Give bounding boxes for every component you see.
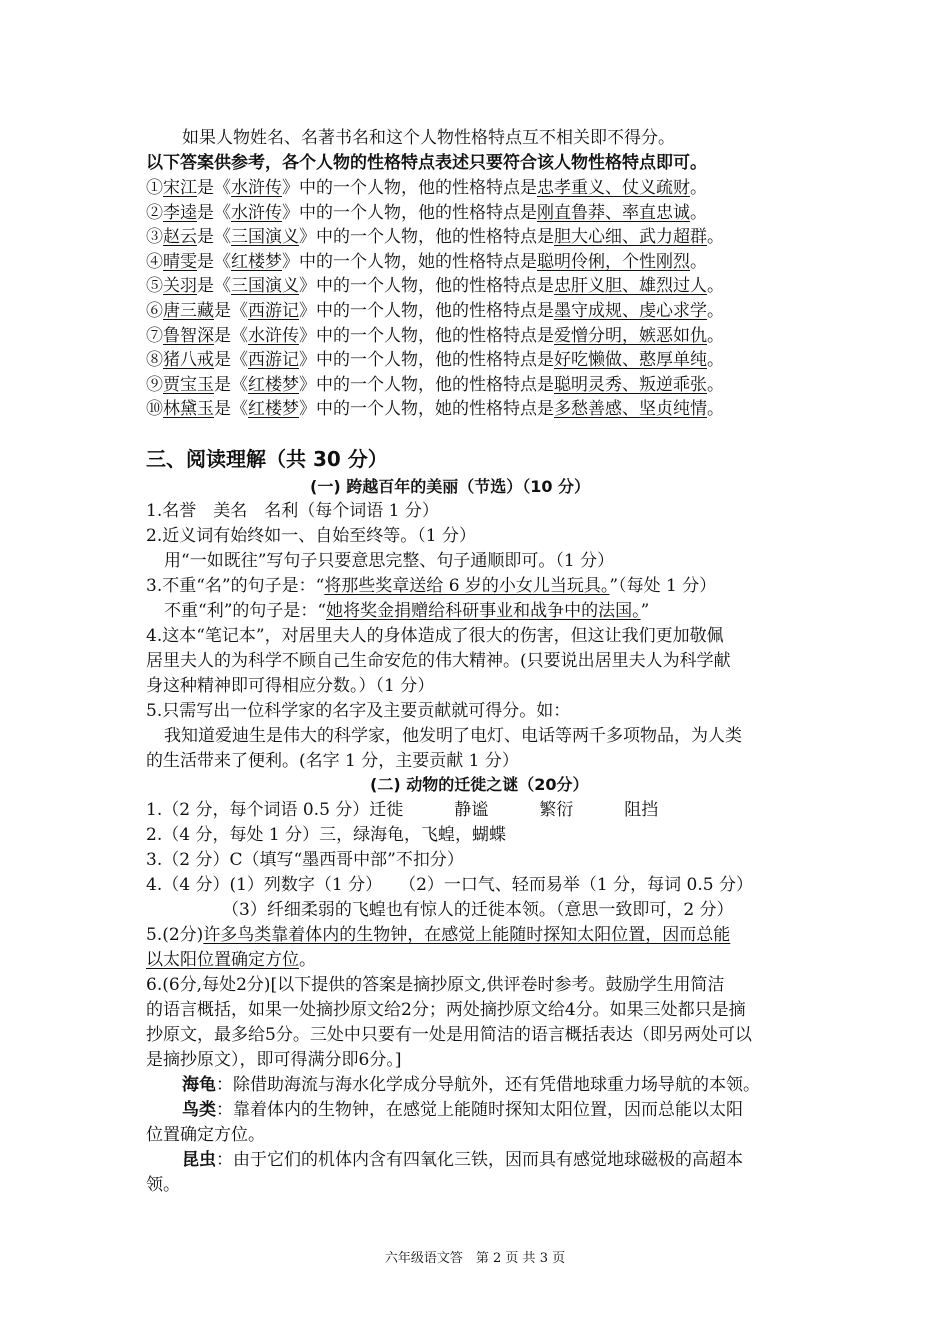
character-line xyxy=(146,348,724,372)
bird-text-2: 位置确定方位。 xyxy=(146,1125,265,1145)
p2-q5-post: 。 xyxy=(299,950,316,970)
character-trait: 忠孝重义、仗义疏财 xyxy=(537,178,690,198)
part2-title: (二) 动物的迁徙之谜（20分） xyxy=(370,775,589,794)
character-description: 》中的一个人物，他的性格特点是 xyxy=(299,374,554,395)
book-title: 西游记 xyxy=(248,350,299,371)
character-line xyxy=(146,201,707,225)
character-name: 鲁智深 xyxy=(163,325,214,346)
character-description: 》中的一个人物，他的性格特点是 xyxy=(299,276,554,297)
p1-q4a: 4.这本“笔记本”，对居里夫人的身体造成了很大的伤害，但这让我们更加敬佩 xyxy=(146,626,724,646)
book-title: 红楼梦 xyxy=(231,251,282,272)
insect-text-1: ：由于它们的机体内含有四氧化三铁，因而具有感觉地球磁极的高超本 xyxy=(216,1150,743,1170)
p2-q5-pre: 5.(2分) xyxy=(146,925,204,945)
character-description: 》中的一个人物，他的性格特点是 xyxy=(299,325,554,346)
turtle-label: 海龟 xyxy=(182,1075,216,1095)
p1-q2a: 2.近义词有始终如一、自始至终等。（1 分） xyxy=(146,526,476,546)
p2-q1: 1.（2 分，每个词语 0.5 分）迁徙 静谧 繁衍 阻挡 xyxy=(146,800,659,820)
character-description: 》中的一个人物，他的性格特点是 xyxy=(299,227,554,248)
p2-q5-answer-2: 以太阳位置确定方位 xyxy=(146,950,299,970)
part1-title: (一) 跨越百年的美丽（节选）（10 分） xyxy=(310,477,591,496)
turtle-answer xyxy=(182,1073,760,1097)
text-is: 是《 xyxy=(214,350,248,371)
period: 。 xyxy=(707,276,724,297)
text-is: 是《 xyxy=(214,301,248,321)
period: 。 xyxy=(707,325,724,346)
character-trait: 好吃懒做、憨厚单纯 xyxy=(554,350,707,371)
text-is: 是《 xyxy=(214,374,248,395)
p1-q3b-pre: 不重“利”的句子是：“ xyxy=(164,601,327,621)
p1-q5c: 的生活带来了便利。(名字 1 分，主要贡献 1 分） xyxy=(146,751,519,771)
text-is: 是《 xyxy=(197,178,231,198)
character-number: ③ xyxy=(146,227,163,248)
character-number: ⑨ xyxy=(146,374,163,395)
period: 。 xyxy=(707,227,724,248)
period: 。 xyxy=(707,301,724,321)
character-line xyxy=(146,397,724,421)
character-trait: 胆大心细、武力超群 xyxy=(554,227,707,248)
character-line xyxy=(146,250,707,274)
scoring-note: 如果人物姓名、名著书名和这个人物性格特点互不相关即不得分。 xyxy=(182,128,675,148)
p1-q3b-answer: 她将奖金捐赠给科研事业和战争中的法国。 xyxy=(326,601,641,621)
character-name: 关羽 xyxy=(163,276,197,297)
character-trait: 刚直鲁莽、率直忠诚 xyxy=(537,202,690,223)
book-title: 水浒传 xyxy=(248,325,299,346)
character-number: ⑥ xyxy=(146,301,163,321)
book-title: 三国演义 xyxy=(231,276,299,297)
p2-q2: 2.（4 分，每处 1 分）三，绿海龟，飞蝗，蝴蝶 xyxy=(146,825,507,845)
character-description: 》中的一个人物，她的性格特点是 xyxy=(282,251,537,272)
character-description: 》中的一个人物，他的性格特点是 xyxy=(282,202,537,223)
book-title: 水浒传 xyxy=(231,202,282,223)
bird-label: 鸟类 xyxy=(182,1100,216,1120)
character-line xyxy=(146,225,724,249)
reference-note: 以下答案供参考，各个人物的性格特点表述只要符合该人物性格特点即可。 xyxy=(146,153,707,173)
character-line xyxy=(146,373,724,397)
character-number: ④ xyxy=(146,251,163,272)
period: 。 xyxy=(707,399,724,420)
text-is: 是《 xyxy=(214,325,248,346)
period: 。 xyxy=(707,374,724,395)
p1-q4b: 居里夫人的为科学不顾自己生命安危的伟大精神。(只要说出居里夫人为科学献 xyxy=(146,651,731,671)
p2-q5-line1 xyxy=(146,923,730,947)
p2-q4b: （3）纤细柔弱的飞蝗也有惊人的迁徙本领。（意思一致即可，2 分） xyxy=(222,900,734,920)
p2-q4a: 4.（4 分）(1）列数字（1 分） （2）一口气、轻而易举（1 分，每词 0.5 分） xyxy=(146,875,753,895)
book-title: 红楼梦 xyxy=(248,399,299,420)
p1-q3a-pre: 3.不重“名”的句子是：“ xyxy=(146,576,325,596)
p1-q3a-post: ”（每处 1 分） xyxy=(609,576,717,596)
character-name: 李逵 xyxy=(163,202,197,223)
turtle-text: ：除借助海流与海水化学成分导航外，还有凭借地球重力场导航的本领。 xyxy=(216,1075,760,1095)
p1-q5a: 5.只需写出一位科学家的名字及主要贡献就可得分。如： xyxy=(146,701,571,721)
character-number: ⑩ xyxy=(146,399,163,420)
insect-label: 昆虫 xyxy=(182,1150,216,1170)
book-title: 西游记 xyxy=(248,301,299,321)
p1-q4c: 身这种精神即可得相应分数。）（1 分） xyxy=(146,676,435,696)
character-number: ⑤ xyxy=(146,276,163,297)
character-line xyxy=(146,299,724,323)
p1-q3b-post: ” xyxy=(640,601,650,621)
character-number: ① xyxy=(146,178,163,198)
character-trait: 墨守成规、虔心求学 xyxy=(554,301,707,321)
character-trait: 忠肝义胆、雄烈过人 xyxy=(554,276,707,297)
character-line xyxy=(146,274,724,298)
section-title: 三、阅读理解（共 30 分） xyxy=(146,447,388,471)
character-trait: 聪明伶俐，个性刚烈 xyxy=(537,251,690,272)
text-is: 是《 xyxy=(197,202,231,223)
book-title: 水浒传 xyxy=(231,178,282,198)
period: 。 xyxy=(690,251,707,272)
character-name: 猪八戒 xyxy=(163,350,214,371)
period: 。 xyxy=(690,178,707,198)
p2-q6a: 6.(6分,每处2分)[以下提供的答案是摘抄原文,供评卷时参考。鼓励学生用简洁 xyxy=(146,975,725,995)
text-is: 是《 xyxy=(214,399,248,420)
p2-q5-answer-1: 许多鸟类靠着体内的生物钟，在感觉上能随时探知太阳位置，因而总能 xyxy=(203,925,731,945)
character-description: 》中的一个人物，她的性格特点是 xyxy=(299,399,554,420)
insect-text-2: 领。 xyxy=(146,1175,180,1195)
character-trait: 聪明灵秀、叛逆乖张 xyxy=(554,374,707,395)
p2-q6c: 抄原文，最多给5分。三处中只要有一处是用简洁的语言概括表达（即另两处可以 xyxy=(146,1025,752,1045)
text-is: 是《 xyxy=(197,227,231,248)
character-name: 林黛玉 xyxy=(163,399,214,420)
character-number: ⑧ xyxy=(146,350,163,371)
period: 。 xyxy=(707,350,724,371)
book-title: 三国演义 xyxy=(231,227,299,248)
insect-answer xyxy=(182,1148,743,1172)
p2-q5-line2 xyxy=(146,948,316,972)
character-name: 晴雯 xyxy=(163,251,197,272)
bird-answer xyxy=(182,1098,743,1122)
character-name: 贾宝玉 xyxy=(163,374,214,395)
p2-q6b: 的语言概括，如果一处摘抄原文给2分；两处摘抄原文给4分。如果三处都只是摘 xyxy=(146,1000,746,1020)
character-number: ⑦ xyxy=(146,325,163,346)
character-name: 赵云 xyxy=(163,227,197,248)
p1-q2b: 用“一如既往”写句子只要意思完整、句子通顺即可。（1 分） xyxy=(164,551,615,571)
character-line xyxy=(146,324,724,348)
p1-q3a-answer: 将那些奖章送给 6 岁的小女儿当玩具。 xyxy=(324,576,610,596)
bird-text-1: ：靠着体内的生物钟，在感觉上能随时探知太阳位置，因而总能以太阳 xyxy=(216,1100,743,1120)
character-description: 》中的一个人物，他的性格特点是 xyxy=(282,178,537,198)
book-title: 红楼梦 xyxy=(248,374,299,395)
p2-q3: 3.（2 分）C（填写“墨西哥中部”不扣分） xyxy=(146,850,464,870)
period: 。 xyxy=(690,202,707,223)
p1-q1: 1.名誉 美名 名利（每个词语 1 分） xyxy=(146,501,439,521)
text-is: 是《 xyxy=(197,276,231,297)
character-trait: 爱憎分明，嫉恶如仇 xyxy=(554,325,707,346)
character-description: 》中的一个人物，他的性格特点是 xyxy=(299,350,554,371)
character-trait: 多愁善感、坚贞纯情 xyxy=(554,399,707,420)
character-line xyxy=(146,176,707,200)
character-name: 唐三藏 xyxy=(163,301,214,321)
character-number: ② xyxy=(146,202,163,223)
character-description: 》中的一个人物，他的性格特点是 xyxy=(299,301,554,321)
character-name: 宋江 xyxy=(163,178,197,198)
p1-q5b: 我知道爱迪生是伟大的科学家，他发明了电灯、电话等两千多项物品，为人类 xyxy=(164,726,742,746)
page-footer: 六年级语文答 第 2 页 共 3 页 xyxy=(384,1251,566,1266)
p1-q3a xyxy=(146,574,716,598)
text-is: 是《 xyxy=(197,251,231,272)
p1-q3b xyxy=(164,599,649,623)
p2-q6d: 是摘抄原文），即可得满分即6分。] xyxy=(146,1050,402,1070)
